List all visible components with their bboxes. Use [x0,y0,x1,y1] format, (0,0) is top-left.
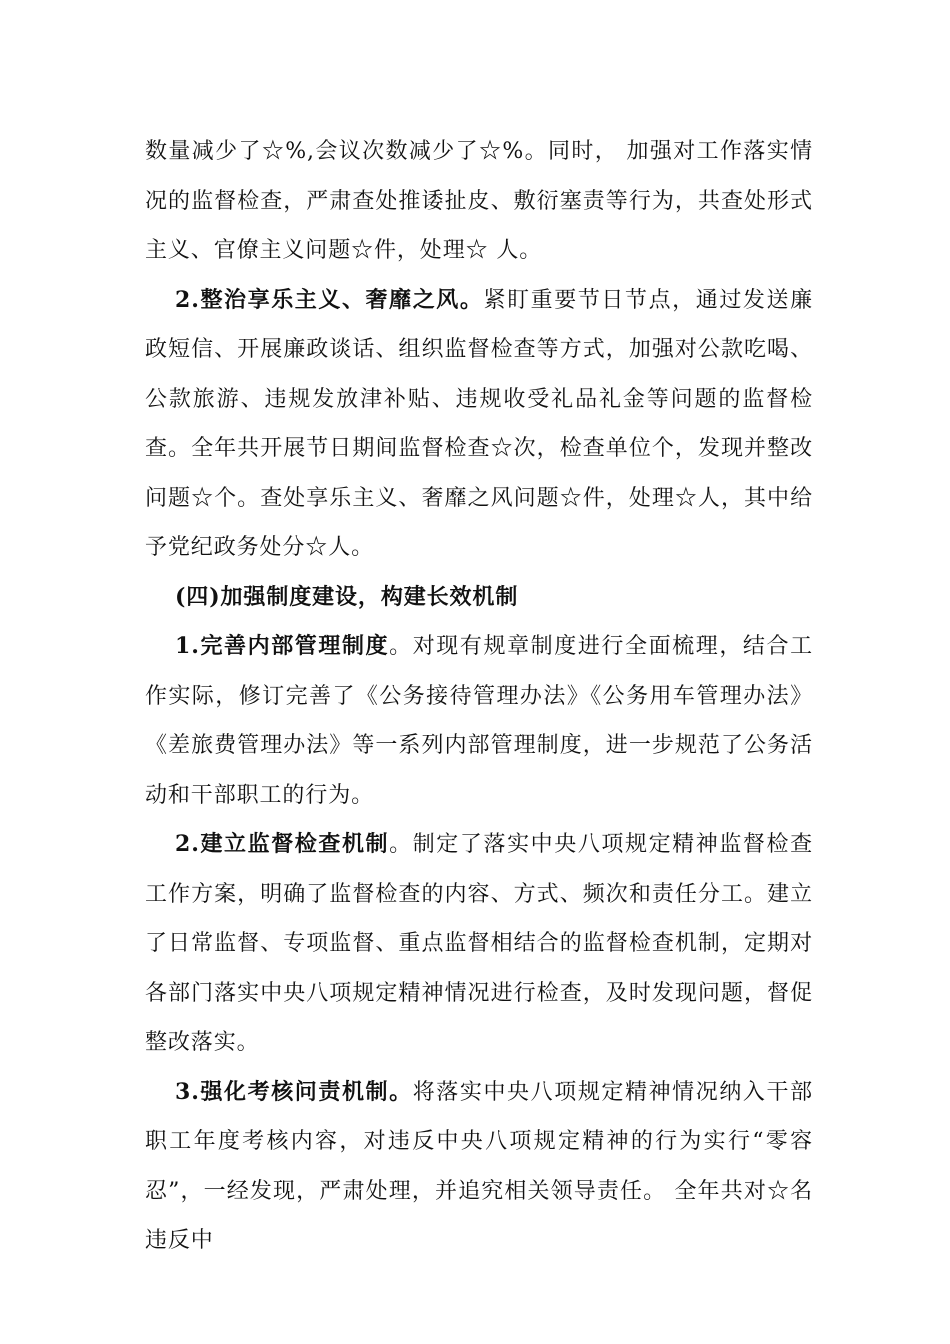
paragraph-text: 。制定了落实中央八项规定精神监督检查工作方案，明确了监督检查的内容、方式、频次和责任分工。建立了日常监督、专项监督、重点监督相结合的监督检查机制，定期对各部门落实中央八项规定精神情况进行检查，及时发现问题，督促整改落实。 [145,832,813,1055]
section-heading: (四)加强制度建设，构建长效机制 [175,583,519,610]
paragraph-supervision-mechanism [145,820,813,1068]
paragraph-text: 数量减少了☆%,会议次数减少了☆%。同时， 加强对工作落实情况的监督检查，严肃查处推诿扯皮、敷衍塞责等行为，共查处形式主义、官僚主义问题☆件，处理☆ 人。 [145,139,813,263]
document-body [145,127,813,1266]
paragraph-accountability-mechanism [145,1068,813,1266]
paragraph-lead: 3.强化考核问责机制。 [175,1078,413,1105]
paragraph-text: 将落实中央八项规定精神情况纳入干部职工年度考核内容，对违反中央八项规定精神的行为实行“零容忍”，一经发现，严肃处理，并追究相关领导责任。 全年共对☆名违反中 [145,1079,813,1253]
paragraph-internal-management [145,622,813,820]
paragraph-continuation [145,127,813,276]
paragraph-hedonism [145,276,813,573]
paragraph-text: 紧盯重要节日节点，通过发送廉政短信、开展廉政谈话、组织监督检查等方式，加强对公款吃喝、公款旅游、违规发放津补贴、违规收受礼品礼金等问题的监督检查。全年共开展节日期间监督检查☆次，检查单位个，发现并整改问题☆个。查处享乐主义、奢靡之风问题☆件，处理☆人，其中给予党纪政务处分☆人。 [145,287,813,560]
paragraph-lead: 1.完善内部管理制度 [175,633,390,659]
paragraph-lead: 2.建立监督检查机制 [175,831,390,857]
paragraph-lead: 2.整治享乐主义、奢靡之风。 [175,286,484,313]
paragraph-text: 。对现有规章制度进行全面梳理，结合工作实际，修订完善了《公务接待管理办法》《公务用车管理办法》《差旅费管理办法》等一系列内部管理制度，进一步规范了公务活动和干部职工的行为。 [145,634,813,808]
